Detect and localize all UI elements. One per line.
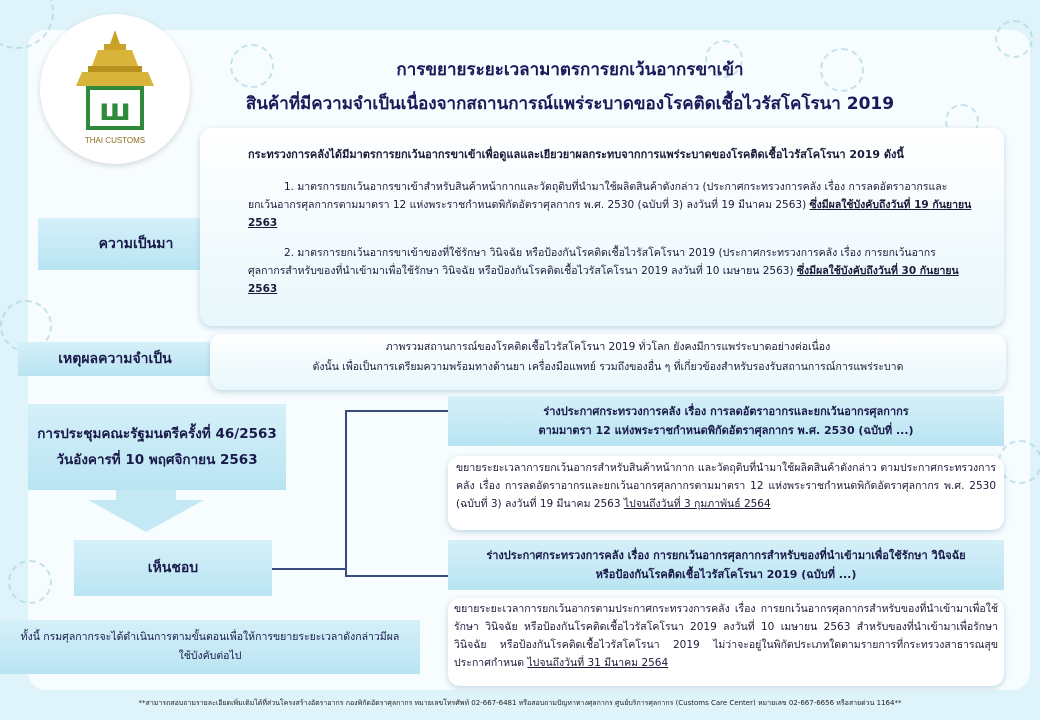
- reason-line1: ภาพรวมสถานการณ์ของโรคติดเชื้อไวรัสโคโรนา 2019 ทั่วโลก ยังคงมีการแพร่ระบาดอย่างต่อเนื่อง: [385, 341, 831, 353]
- background-item2: 2. มาตรการยกเว้นอากรขาเข้าของที่ใช้รักษา วินิจฉัย หรือป้องกันโรคติดเชื้อไวรัสโคโรนา 2019 (ประกาศกระทรวงการคลัง เรื่อง การยกเว้นอากรศุลกากรสำหรับของที่นำเข้ามาเพื่อใช้รักษา วินิจฉัย หรือป้องกันโรคติดเชื้อไวรัสโคโรนา 2019 ลงวันที่ 10 เมษายน 2563) ซึ่งมีผลใช้บังคับถึงวันที่ 30 กันยายน 2563: [248, 247, 959, 295]
- draft2-title-line2: หรือป้องกันโรคติดเชื้อไวรัสโคโรนา 2019 (ฉบับที่ ...): [595, 568, 857, 581]
- background-intro: กระทรวงการคลังได้มีมาตรการยกเว้นอากรขาเข้าเพื่อดูแลและเยียวยาผลกระทบจากการแพร่ระบาดของโรคติดเชื้อไวรัสโคโรนา 2019 ดังนี้: [248, 148, 904, 161]
- footer-contact: **สามารถสอบถามรายละเอียดเพิ่มเติมได้ที่ส่วนโครงสร้างอัตราอากร กองพิกัดอัตราศุลกากร หมายเลขโทรศัพท์ 02-667-6481 หรือสอบถามปัญหาทางศุลกากร ศูนย์บริการศุลกากร (Customs Care Center) หมายเลข 02-667-6656 หรือสายด่วน 1164**: [138, 699, 902, 707]
- connector-line: [272, 568, 346, 570]
- draft1-desc: ขยายระยะเวลาการยกเว้นอากรสำหรับสินค้าหน้ากาก และวัตถุดิบที่นำมาใช้ผลิตสินค้าดังกล่าว ตามประกาศกระทรวงการคลัง เรื่อง การลดอัตราอากรและยกเว้นอากรศุลกากรตามมาตรา 12 แห่งพระราชกำหนดพิกัดอัตราศุลกากร พ.ศ. 2530 (ฉบับที่ 3) ลงวันที่ 19 มีนาคม 2563 ไปจนถึงวันที่ 3 กุมภาพันธ์ 2564: [456, 462, 996, 510]
- page-title-line2: สินค้าที่มีความจำเป็นเนื่องจากสถานการณ์แพร่ระบาดของโรคติดเชื้อไวรัสโคโรนา 2019: [245, 94, 895, 114]
- draft2-desc-card: [448, 598, 1004, 686]
- background-item2-deadline: ซึ่งมีผลใช้บังคับถึงวันที่ 30 กันยายน 2563: [248, 265, 959, 295]
- draft2-desc: ขยายระยะเวลาการยกเว้นอากรตามประกาศกระทรวงการคลัง เรื่อง การยกเว้นอากรศุลกากรสำหรับของที่นำเข้ามาเพื่อใช้รักษา วินิจฉัย หรือป้องกันโรคติดเชื้อไวรัสโคโรนา 2019 ลงวันที่ 10 เมษายน 2563 สำหรับของที่นำเข้ามาเพื่อรักษา วินิจฉัย หรือป้องกันโรคติดเชื้อไวรัสโคโรนา 2019 ไม่ว่าจะอยู่ในพิกัดประเภทใดตามรายการที่กระทรวงสาธารณสุขประกาศกำหนด ไปจนถึงวันที่ 31 มีนาคม 2564: [454, 603, 998, 669]
- background-card: [200, 128, 1004, 326]
- draft1-desc-card: [448, 456, 1004, 530]
- page-title-line1: การขยายระยะเวลามาตรการยกเว้นอากรขาเข้า: [396, 60, 744, 80]
- crown-emblem-icon: [68, 28, 162, 136]
- logo-text: THAI CUSTOMS: [84, 136, 146, 145]
- background-item1: 1. มาตรการยกเว้นอากรขาเข้าสำหรับสินค้าหน้ากากและวัตถุดิบที่นำมาใช้ผลิตสินค้าดังกล่าว (ประกาศกระทรวงการคลัง เรื่อง การลดอัตราอากรและยกเว้นอากรศุลกากรตามมาตรา 12 แห่งพระราชกำหนดพิกัดอัตราศุลกากร พ.ศ. 2530 (ฉบับที่ 3) ลงวันที่ 19 มีนาคม 2563) ซึ่งมีผลใช้บังคับถึงวันที่ 19 กันยายน 2563: [248, 181, 972, 229]
- connector-line: [345, 575, 451, 577]
- cabinet-meeting-title: การประชุมคณะรัฐมนตรีครั้งที่ 46/2563: [37, 426, 277, 442]
- background-item1-deadline: ซึ่งมีผลใช้บังคับถึงวันที่ 19 กันยายน 2563: [248, 199, 972, 229]
- down-arrow-icon: [86, 490, 206, 534]
- draft2-deadline: ไปจนถึงวันที่ 31 มีนาคม 2564: [527, 657, 669, 669]
- reason-card: [210, 334, 1006, 390]
- virus-decoration: [998, 440, 1040, 484]
- cabinet-meeting-date: วันอังคารที่ 10 พฤศจิกายน 2563: [56, 452, 258, 468]
- draft1-title-line1: ร่างประกาศกระทรวงการคลัง เรื่อง การลดอัตราอากรและยกเว้นอากรศุลกากร: [543, 405, 909, 418]
- label-background: ความเป็นมา: [38, 218, 234, 270]
- connector-line: [345, 410, 451, 412]
- draft2-title-line1: ร่างประกาศกระทรวงการคลัง เรื่อง การยกเว้นอากรศุลกากรสำหรับของที่นำเข้ามาเพื่อใช้รักษา วินิจฉัย: [486, 549, 966, 562]
- draft1-header: [448, 396, 1004, 446]
- draft2-header: [448, 540, 1004, 590]
- virus-decoration: [995, 20, 1033, 58]
- cabinet-meeting-box: [28, 404, 286, 490]
- reason-line2: ดังนั้น เพื่อเป็นการเตรียมความพร้อมทางด้านยา เครื่องมือแพทย์ รวมถึงของอื่น ๆ ที่เกี่ยวข้องสำหรับรองรับสถานการณ์การแพร่ระบาด: [312, 361, 904, 373]
- draft1-deadline: ไปจนถึงวันที่ 3 กุมภาพันธ์ 2564: [623, 498, 771, 510]
- draft1-title-line2: ตามมาตรา 12 แห่งพระราชกำหนดพิกัดอัตราศุลกากร พ.ศ. 2530 (ฉบับที่ ...): [538, 424, 914, 437]
- svg-text:ш: ш: [99, 93, 131, 128]
- thai-customs-logo: [40, 14, 190, 164]
- approve-box: เห็นชอบ: [74, 540, 272, 596]
- virus-decoration: [8, 560, 52, 604]
- note-box: ทั้งนี้ กรมศุลกากรจะได้ดำเนินการตามขั้นตอนเพื่อให้การขยายระยะเวลาดังกล่าวมีผลใช้บังคับต่อไป: [0, 620, 420, 674]
- label-reason: เหตุผลความจำเป็น: [18, 342, 212, 376]
- connector-line: [345, 410, 347, 576]
